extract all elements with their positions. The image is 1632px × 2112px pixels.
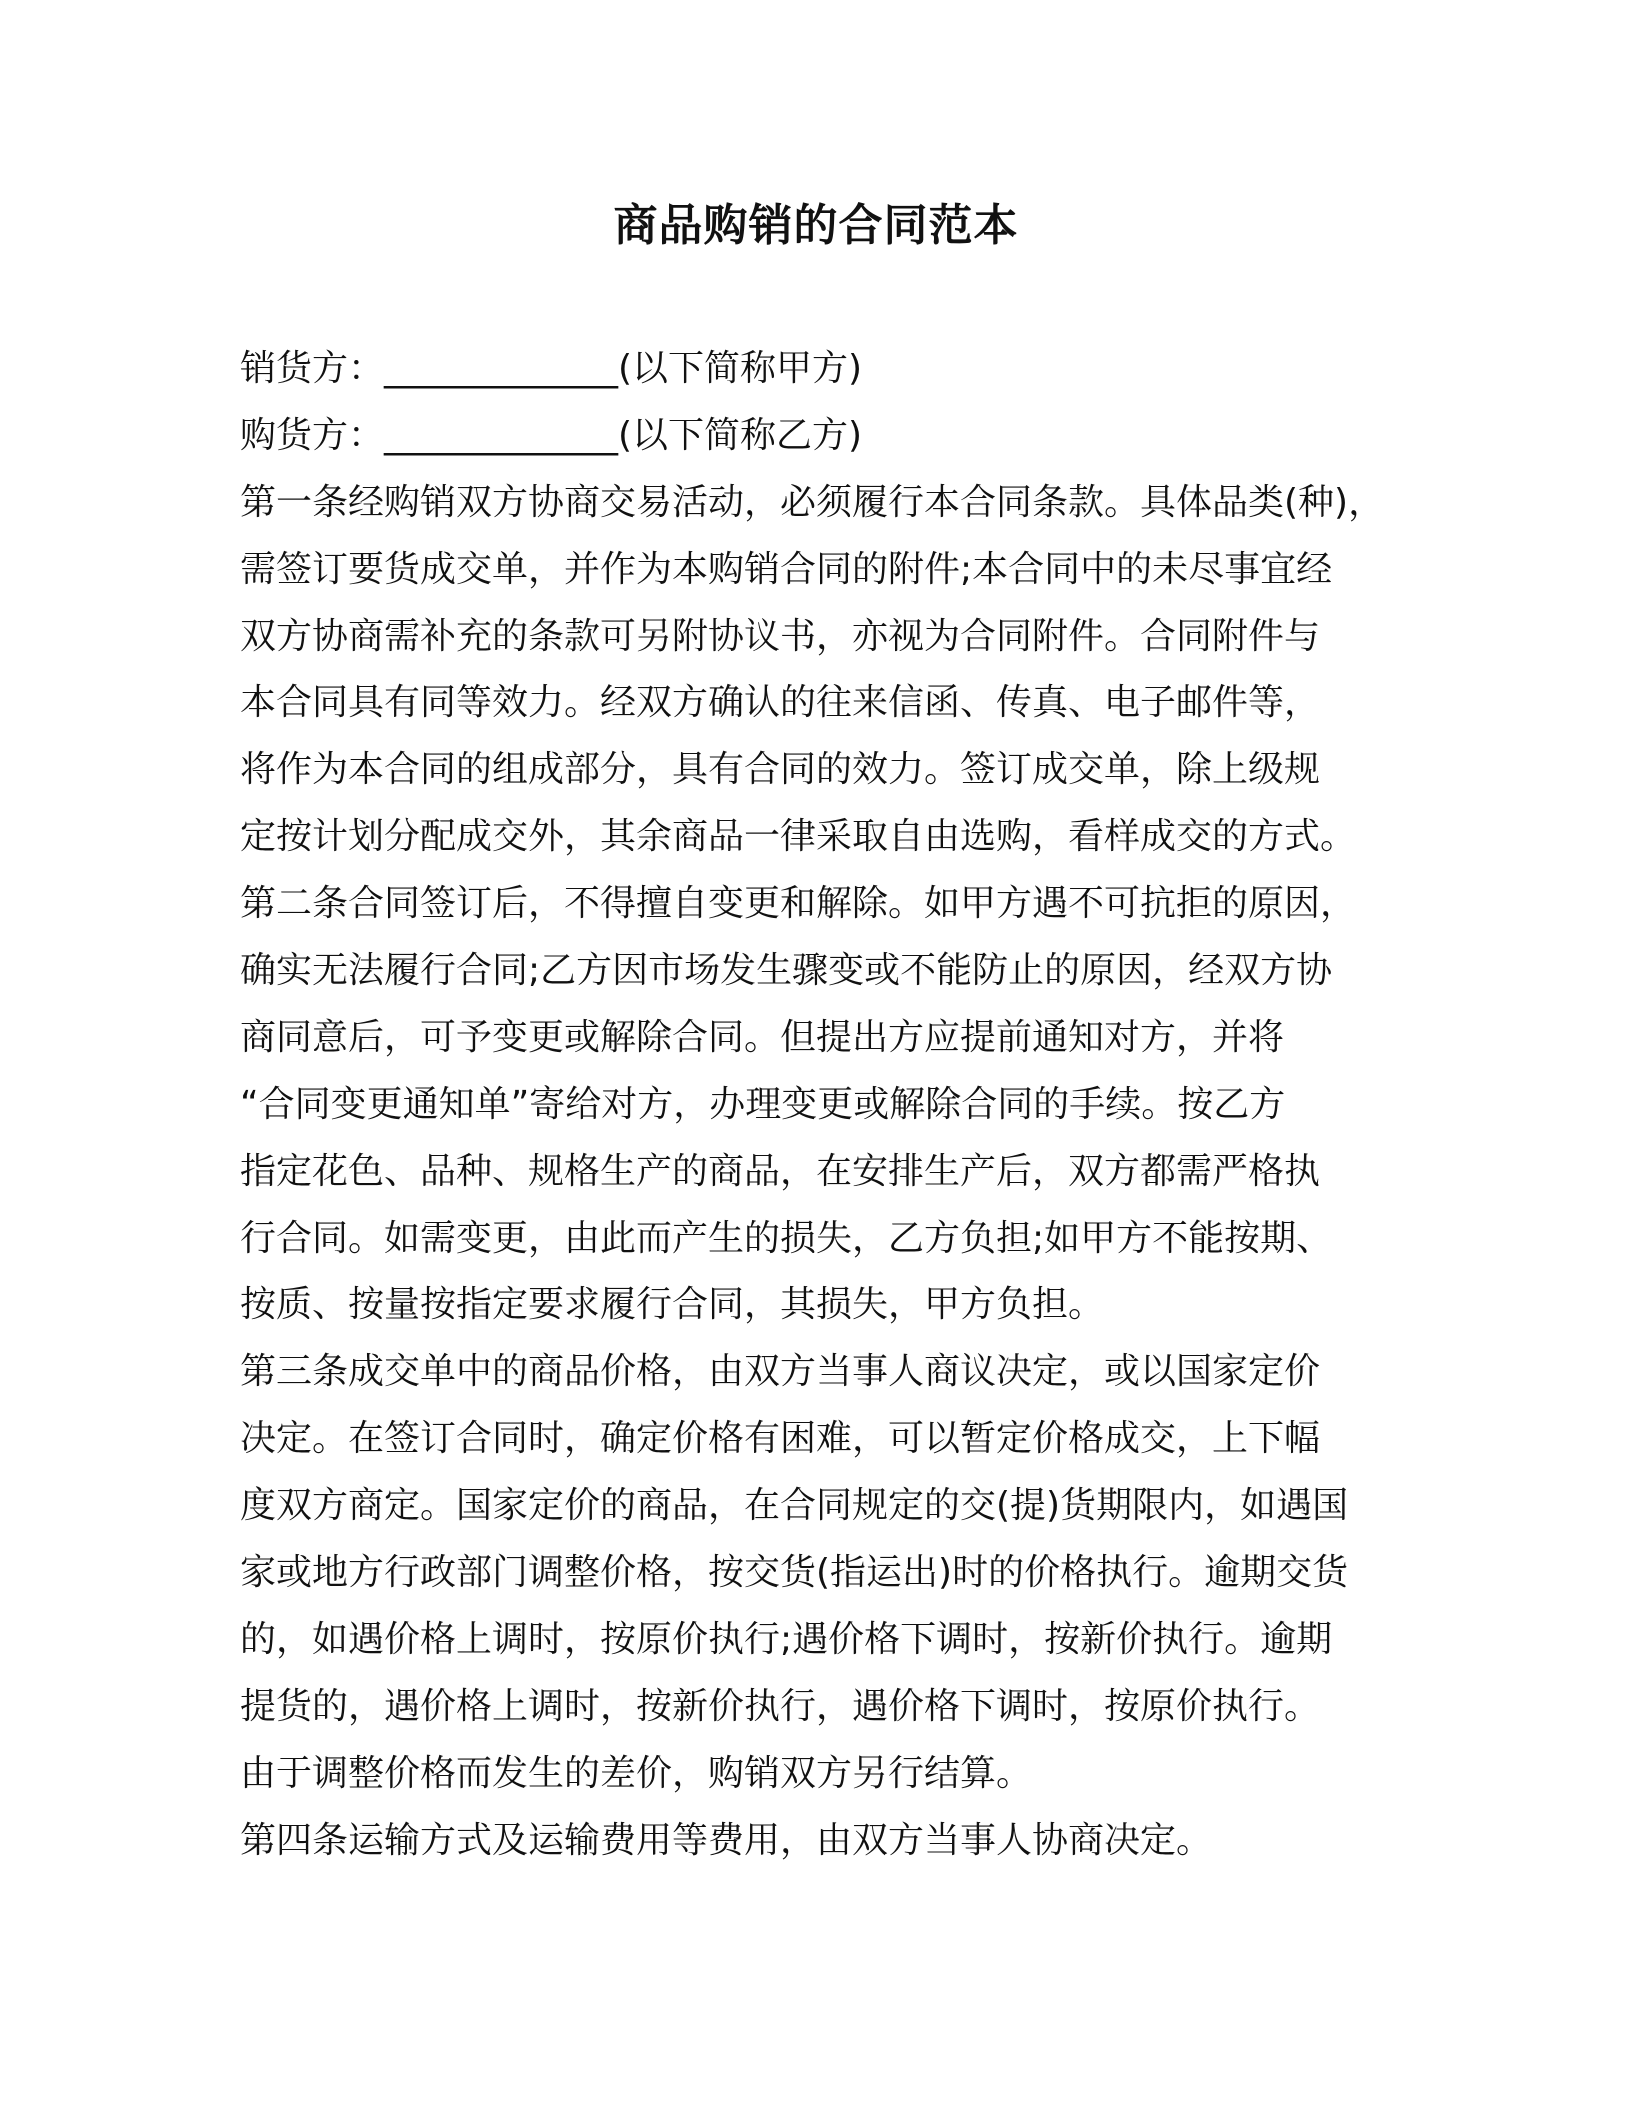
text-line: 指定花色、品种、规格生产的商品，在安排生产后，双方都需严格执 <box>240 1150 1321 1192</box>
text-line: 双方协商需补充的条款可另附协议书，亦视为合同附件。合同附件与 <box>240 615 1321 657</box>
text-line: 提货的，遇价格上调时，按新价执行，遇价格下调时，按原价执行。 <box>240 1685 1321 1727</box>
text-line: 度双方商定。国家定价的商品，在合同规定的交(提)货期限内，如遇国 <box>240 1485 1349 1527</box>
document-title: 商品购销的合同范本 <box>613 200 1019 251</box>
text-line: 由于调整价格而发生的差价，购销双方另行结算。 <box>240 1752 1033 1794</box>
text-line: 决定。在签订合同时，确定价格有困难，可以暂定价格成交，上下幅 <box>240 1418 1321 1460</box>
text-line: 商同意后，可予变更或解除合同。但提出方应提前通知对方，并将 <box>240 1016 1285 1058</box>
text-line: 本合同具有同等效力。经双方确认的往来信函、传真、电子邮件等， <box>240 682 1321 724</box>
contract-body <box>240 336 1410 1874</box>
text-line: “合同变更通知单”寄给对方，办理变更或解除合同的手续。按乙方 <box>240 1083 1286 1125</box>
seller-line: 销货方：_____________(以下简称甲方) <box>240 348 863 389</box>
text-line: 将作为本合同的组成部分，具有合同的效力。签订成交单，除上级规 <box>240 749 1321 791</box>
text-line: 第一条经购销双方协商交易活动，必须履行本合同条款。具体品类(种)， <box>240 481 1385 523</box>
buyer-line: 购货方：_____________(以下简称乙方) <box>240 414 863 456</box>
text-line: 行合同。如需变更，由此而产生的损失，乙方负担;如甲方不能按期、 <box>240 1217 1333 1259</box>
text-line: 需签订要货成交单，并作为本购销合同的附件;本合同中的未尽事宜经 <box>240 548 1333 590</box>
text-line: 按质、按量按指定要求履行合同，其损失，甲方负担。 <box>240 1284 1105 1326</box>
text-line: 第二条合同签订后，不得擅自变更和解除。如甲方遇不可抗拒的原因， <box>240 883 1357 925</box>
text-line: 家或地方行政部门调整价格，按交货(指运出)时的价格执行。逾期交货 <box>240 1552 1349 1594</box>
text-line: 第四条运输方式及运输费用等费用，由双方当事人协商决定。 <box>240 1819 1213 1861</box>
text-line: 第三条成交单中的商品价格，由双方当事人商议决定，或以国家定价 <box>240 1351 1321 1393</box>
text-line: 定按计划分配成交外，其余商品一律采取自由选购，看样成交的方式。 <box>240 816 1357 858</box>
text-line: 确实无法履行合同;乙方因市场发生骤变或不能防止的原因，经双方协 <box>240 950 1333 992</box>
text-line: 的，如遇价格上调时，按原价执行;遇价格下调时，按新价执行。逾期 <box>240 1618 1333 1660</box>
